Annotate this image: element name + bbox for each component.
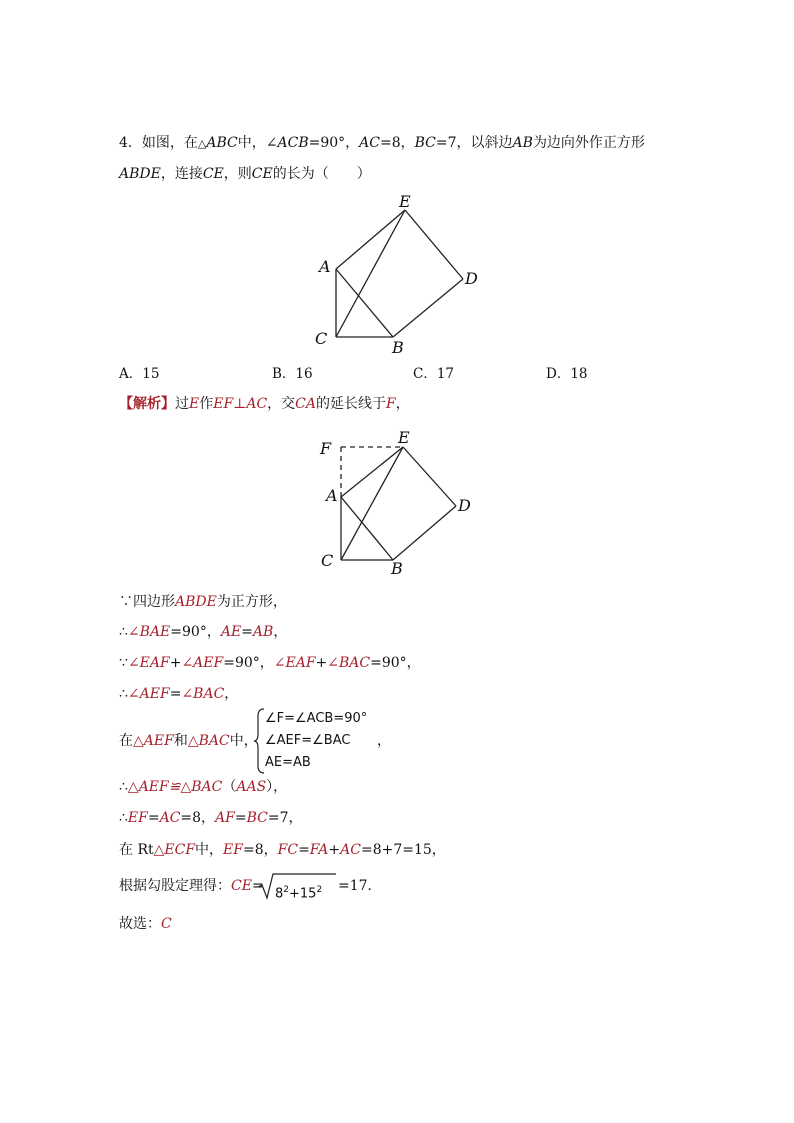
- system-eq-1: ∠F=∠ACB=90°: [265, 711, 368, 726]
- label-b: B: [391, 559, 403, 578]
- label-f: F: [320, 439, 332, 458]
- label-a: A: [319, 257, 331, 276]
- segment-ae: [341, 447, 403, 497]
- segment-ce: [341, 447, 403, 560]
- sqrt-result: =17．: [338, 878, 382, 894]
- solution-step-3: ∵∠EAF+∠AEF=90°，∠EAF+∠BAC=90°，: [119, 655, 421, 671]
- label-c: C: [321, 551, 334, 570]
- option-d[interactable]: D．18: [546, 366, 588, 382]
- solution-step-7: ∴EF=AC=8，AF=BC=7，: [119, 810, 303, 826]
- solution-step-1: ∵四边形ABDE为正方形，: [119, 594, 287, 610]
- label-a: A: [326, 486, 338, 505]
- question-line-1: 4．如图，在△ABC中，∠ACB=90°，AC=8，BC=7，以斜边AB为边向外作正方形: [119, 135, 645, 151]
- segment-ab: [341, 497, 393, 560]
- option-c[interactable]: C．17: [413, 366, 455, 382]
- option-a[interactable]: A．15: [119, 366, 160, 382]
- segment-db: [393, 506, 456, 560]
- system-tail-comma: ，: [377, 733, 391, 749]
- segment-ed: [403, 447, 456, 506]
- solution-step-6: ∴△AEF≌△BAC（AAS），: [119, 779, 288, 795]
- solution-step-9: 根据勾股定理得：CE=: [119, 878, 264, 894]
- label-d: D: [458, 496, 471, 515]
- solution-intro: 【解析】过E作EF⊥AC，交CA的延长线于F，: [119, 396, 410, 412]
- label-b: B: [392, 338, 404, 357]
- solution-step-5: 在△AEF和△BAC中，: [119, 733, 258, 749]
- sqrt-radicand: $8^2+15^2$: [275, 885, 323, 902]
- system-eq-3: AE=AB: [265, 755, 311, 770]
- option-b[interactable]: B．16: [272, 366, 313, 382]
- solution-step-4: ∴∠AEF=∠BAC，: [119, 686, 239, 702]
- solution-step-2: ∴∠BAE=90°，AE=AB，: [119, 624, 288, 640]
- label-d: D: [465, 269, 478, 288]
- solution-answer: 故选：C: [119, 916, 172, 932]
- solution-tag: 【解析】: [119, 396, 175, 412]
- label-e: E: [398, 428, 410, 447]
- question-line-2: ABDE，连接CE，则CE的长为（ ）: [119, 166, 371, 182]
- solution-step-8: 在 Rt△ECF中，EF=8，FC=FA+AC=8+7=15，: [119, 842, 446, 858]
- system-eq-2: ∠AEF=∠BAC: [265, 733, 351, 748]
- label-c: C: [315, 329, 328, 348]
- label-e: E: [399, 192, 411, 211]
